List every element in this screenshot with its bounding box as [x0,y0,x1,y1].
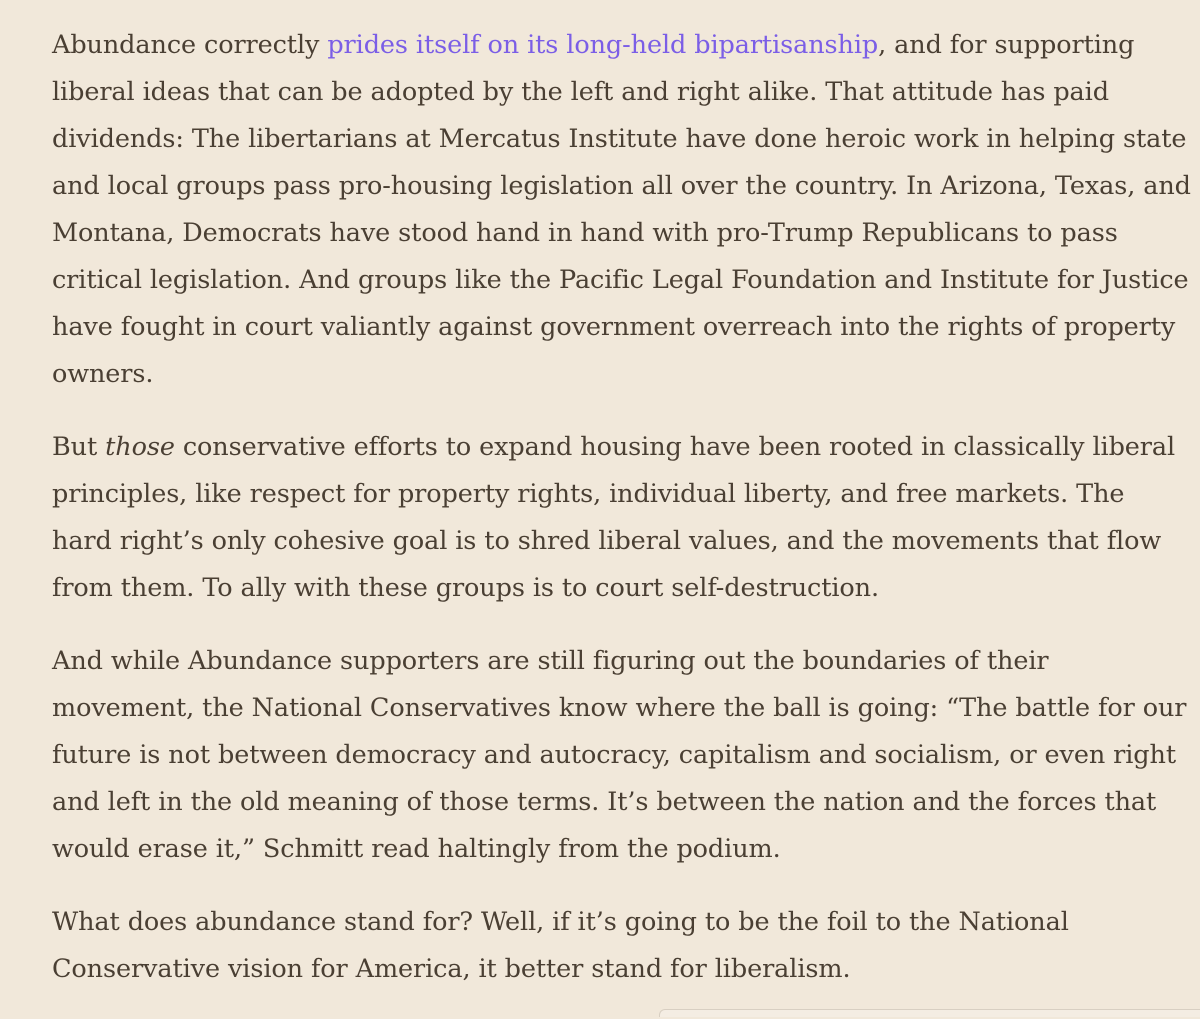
paragraph-conservative-efforts [52,424,1192,612]
bipartisanship-link[interactable]: prides itself on its long-held bipartisanship [327,30,879,60]
paragraph-national-conservatives: And while Abundance supporters are still figuring out the boundaries of their movement, the National Conservatives know where the ball is going: “The battle for our future is not between democracy and autocracy, capitalism and socialism, or even right and left in the old meaning of those terms. It’s between the nation and the forces that would erase it,” Schmitt read haltingly from the podium. [52,646,1187,864]
paragraph-text: , and for supporting liberal ideas that can be adopted by the left and right alike. That attitude has paid dividends: The libertarians at Mercatus Institute have done heroic work in helping state and local groups pass pro-housing legislation all over the country. In Arizona, Texas, and Montana, Democrats have stood hand in hand with pro-Trump Republicans to pass critical legislation. And groups like the Pacific Legal Foundation and Institute for Justice have fought in court valiantly against government overreach into the rights of property owners. [52,30,1191,389]
emphasis-text: those [105,432,175,462]
paragraph-conclusion: What does abundance stand for? Well, if it’s going to be the foil to the National Conservative vision for America, it better stand for liberalism. [52,907,1069,984]
paragraph-text: conservative efforts to expand housing have been rooted in classically liberal principles, like respect for property rights, individual liberty, and free markets. The hard right’s only cohesive goal is to shred liberal values, and the movements that flow from them. To ally with these groups is to court self-destruction. [52,432,1176,603]
article-body [52,22,1192,1019]
paragraph-bipartisanship [52,22,1192,398]
bottom-edge-tab [659,1009,1200,1017]
paragraph-text: But [52,432,106,462]
paragraph-text: Abundance correctly [52,30,328,60]
